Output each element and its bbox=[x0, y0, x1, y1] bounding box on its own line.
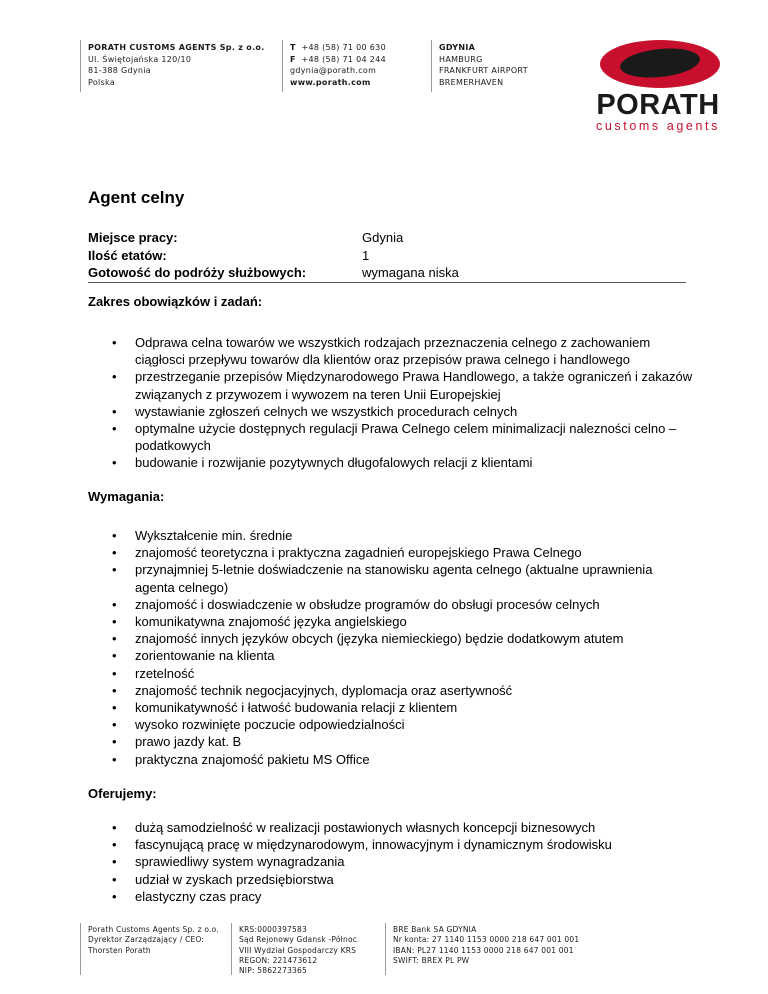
list-item: • znajomość teoretyczna i praktyczna zagadnień europejskiego Prawa Celnego bbox=[135, 544, 695, 561]
header-company-address bbox=[88, 42, 265, 88]
footer-line: Dyrektor Zarządzający / CEO: bbox=[88, 935, 205, 945]
meta-label: Ilość etatów: bbox=[88, 247, 167, 263]
logo-tagline: customs agents bbox=[596, 119, 720, 133]
list-item: • optymalne użycie dostępnych regulacji Prawa Celnego celem minimalizacji nalezności celno – podatkowych bbox=[135, 420, 695, 454]
phone-number: +48 (58) 71 00 630 bbox=[301, 43, 386, 52]
job-meta bbox=[88, 229, 688, 282]
list-item: • udział w zyskach przedsiębiorstwa bbox=[135, 871, 695, 888]
offer-list bbox=[135, 819, 695, 905]
porath-logo bbox=[588, 38, 728, 133]
footer-line: SWIFT: BREX PL PW bbox=[393, 955, 470, 965]
list-item: • dużą samodzielność w realizacji postawionych własnych koncepcji biznesowych bbox=[135, 819, 695, 836]
offer-title: Oferujemy: bbox=[88, 786, 157, 801]
logo-word: PORATH bbox=[596, 89, 720, 121]
meta-row bbox=[88, 264, 688, 282]
company-name: PORATH CUSTOMS AGENTS Sp. z o.o. bbox=[88, 43, 265, 52]
header-divider bbox=[431, 40, 432, 92]
requirements-title: Wymagania: bbox=[88, 489, 165, 504]
footer-bank bbox=[393, 925, 579, 966]
location-item: HAMBURG bbox=[439, 54, 483, 64]
company-country: Polska bbox=[88, 77, 116, 87]
meta-label: Miejsce pracy: bbox=[88, 230, 178, 245]
header-divider bbox=[282, 40, 283, 92]
logo-oval-icon bbox=[598, 38, 722, 90]
list-item: • komunikatywność i łatwość budowania relacji z klientem bbox=[135, 699, 695, 716]
footer-line: REGON: 221473612 bbox=[239, 955, 318, 965]
list-item: • sprawiedliwy system wynagradzania bbox=[135, 853, 695, 870]
list-item: • Wykształcenie min. średnie bbox=[135, 527, 695, 544]
footer-divider bbox=[80, 923, 81, 975]
footer-line: BRE Bank SA GDYNIA bbox=[393, 925, 477, 934]
list-item: • zorientowanie na klienta bbox=[135, 647, 695, 664]
location-item: FRANKFURT AIRPORT bbox=[439, 66, 528, 75]
meta-value: 1 bbox=[362, 247, 370, 263]
list-item: • znajomość innych języków obcych (języka niemieckiego) będzie dodatkowym atutem bbox=[135, 630, 695, 647]
footer-line: Sąd Rejonowy Gdansk -Północ bbox=[239, 935, 358, 945]
list-item: • Odprawa celna towarów we wszystkich rodzajach przeznaczenia celnego z zachowaniem ciągłosci przepływu towarów dla klientów oraz przepisów prawa celnego i handlowego bbox=[135, 334, 695, 368]
list-item: • elastyczny czas pracy bbox=[135, 888, 695, 905]
list-item: • budowanie i rozwijanie pozytywnych długofalowych relacji z klientami bbox=[135, 454, 695, 471]
list-item: • prawo jazdy kat. B bbox=[135, 733, 695, 750]
footer-line: VIII Wydział Gospodarczy KRS bbox=[239, 945, 357, 955]
company-city: 81-388 Gdynia bbox=[88, 66, 151, 75]
footer-line: KRS:0000397583 bbox=[239, 925, 307, 934]
list-item: • wysoko rozwinięte poczucie odpowiedzialności bbox=[135, 716, 695, 733]
list-item: • praktyczna znajomość pakietu MS Office bbox=[135, 751, 695, 768]
footer-registry bbox=[239, 925, 357, 976]
fax-label: F bbox=[290, 54, 296, 64]
page-title: Agent celny bbox=[88, 188, 185, 207]
list-item: • wystawianie zgłoszeń celnych we wszystkich procedurach celnych bbox=[135, 403, 695, 420]
list-item: • rzetelność bbox=[135, 665, 695, 682]
list-item: • przestrzeganie przepisów Międzynarodowego Prawa Handlowego, a także ograniczeń i zakazów związanych z przywozem i wywozem na teren Unii Europejskiej bbox=[135, 368, 695, 402]
meta-row bbox=[88, 229, 688, 247]
list-item: • fascynującą pracę w międzynarodowym, innowacyjnym i dynamicznym środowisku bbox=[135, 836, 695, 853]
list-item: • znajomość i doswiadczenie w obsłudze programów do obsługi procesów celnych bbox=[135, 596, 695, 613]
duties-title: Zakres obowiązków i zadań: bbox=[88, 294, 263, 309]
footer-divider bbox=[231, 923, 232, 975]
divider-line bbox=[88, 282, 686, 283]
header-locations bbox=[439, 42, 528, 88]
footer-line: Porath Customs Agents Sp. z o.o. bbox=[88, 925, 219, 934]
list-item: • komunikatywna znajomość języka angielskiego bbox=[135, 613, 695, 630]
meta-value: wymagana niska bbox=[362, 265, 459, 280]
meta-value: Gdynia bbox=[362, 230, 404, 245]
fax-number: +48 (58) 71 04 244 bbox=[301, 54, 386, 64]
footer-line: IBAN: PL27 1140 1153 0000 218 647 001 001 bbox=[393, 945, 574, 955]
duties-list bbox=[135, 334, 695, 472]
footer-line: Nr konta: 27 1140 1153 0000 218 647 001 001 bbox=[393, 935, 580, 945]
location-item: GDYNIA bbox=[439, 43, 476, 52]
phone-label: T bbox=[290, 43, 296, 52]
location-item: BREMERHAVEN bbox=[439, 77, 504, 87]
email-link[interactable]: gdynia@porath.com bbox=[290, 66, 377, 75]
requirements-list bbox=[135, 527, 695, 768]
website-link[interactable]: www.porath.com bbox=[290, 77, 371, 87]
list-item: • przynajmniej 5-letnie doświadczenie na stanowisku agenta celnego (aktualne uprawnienia agenta celnego) bbox=[135, 561, 695, 595]
meta-label: Gotowość do podróży służbowych: bbox=[88, 265, 307, 280]
footer-company bbox=[88, 925, 219, 956]
company-street: Ul. Świętojańska 120/10 bbox=[88, 54, 192, 64]
meta-row bbox=[88, 247, 688, 265]
list-item: • znajomość technik negocjacyjnych, dyplomacja oraz asertywność bbox=[135, 682, 695, 699]
header-contact bbox=[290, 42, 386, 88]
footer-line: Thorsten Porath bbox=[88, 945, 151, 955]
footer-divider bbox=[385, 923, 386, 975]
header-divider bbox=[80, 40, 81, 92]
footer-line: NIP: 5862273365 bbox=[239, 966, 307, 976]
